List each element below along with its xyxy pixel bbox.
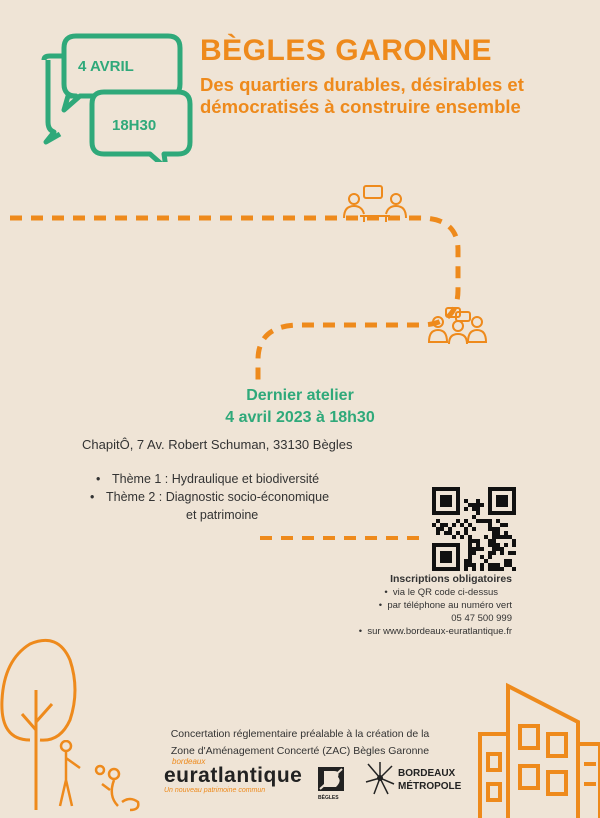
meeting-icon	[342, 184, 410, 226]
registration-item: • sur www.bordeaux-euratlantique.fr	[358, 626, 512, 637]
qr-code-icon[interactable]	[432, 487, 516, 571]
registration-item: • par téléphone au numéro vert	[378, 600, 512, 611]
dashed-path	[0, 180, 600, 390]
registration-heading: Inscriptions obligatoires	[390, 573, 512, 585]
logo-bordeaux-metropole: BORDEAUX MÉTROPOLE	[398, 768, 462, 792]
speech-bubbles-icon	[38, 30, 198, 162]
group-discussion-icon	[428, 306, 488, 346]
page-title: BÈGLES GARONNE	[200, 34, 493, 67]
themes-list	[90, 470, 330, 524]
logo-euratlantique: euratlantique	[164, 764, 303, 787]
logo-bordeaux-small: bordeaux	[172, 757, 206, 766]
theme-item: • Thème 1 : Hydraulique et biodiversité	[96, 472, 320, 486]
registration-item: • via le QR code ci-dessus	[384, 587, 498, 598]
registration-item: 05 47 500 999	[451, 613, 512, 624]
subtitle-line-2: démocratisés à construire ensemble	[200, 96, 521, 117]
footer-line-2: Zone d'Aménagement Concerté (ZAC) Bègles Garonne	[170, 745, 430, 757]
theme-item-continued: et patrimoine	[186, 508, 259, 522]
bubble-back-left	[46, 60, 60, 142]
begles-logo-text: BÈGLES	[318, 795, 339, 801]
bordeaux-metropole-icon	[364, 760, 396, 796]
event-date: 4 AVRIL	[78, 58, 134, 75]
subtitle-line-1: Des quartiers durables, désirables et	[200, 74, 524, 95]
footer-line-1: Concertation réglementaire préalable à la création de la	[170, 728, 430, 740]
event-address: ChapitÔ, 7 Av. Robert Schuman, 33130 Bègles	[82, 437, 353, 452]
logo-euratlantique-tagline: Un nouveau patrimoine commun	[164, 787, 266, 794]
theme-item: • Thème 2 : Diagnostic socio-économique	[90, 490, 330, 504]
page-subtitle	[200, 74, 590, 118]
dashed-connector	[258, 534, 428, 542]
registration-info	[359, 573, 512, 638]
event-time: 18H30	[112, 117, 157, 134]
event-datetime: 4 avril 2023 à 18h30	[225, 409, 375, 426]
begles-logo-icon	[316, 765, 346, 795]
bubble-back-top	[44, 56, 62, 60]
event-heading: Dernier atelier	[246, 387, 354, 404]
